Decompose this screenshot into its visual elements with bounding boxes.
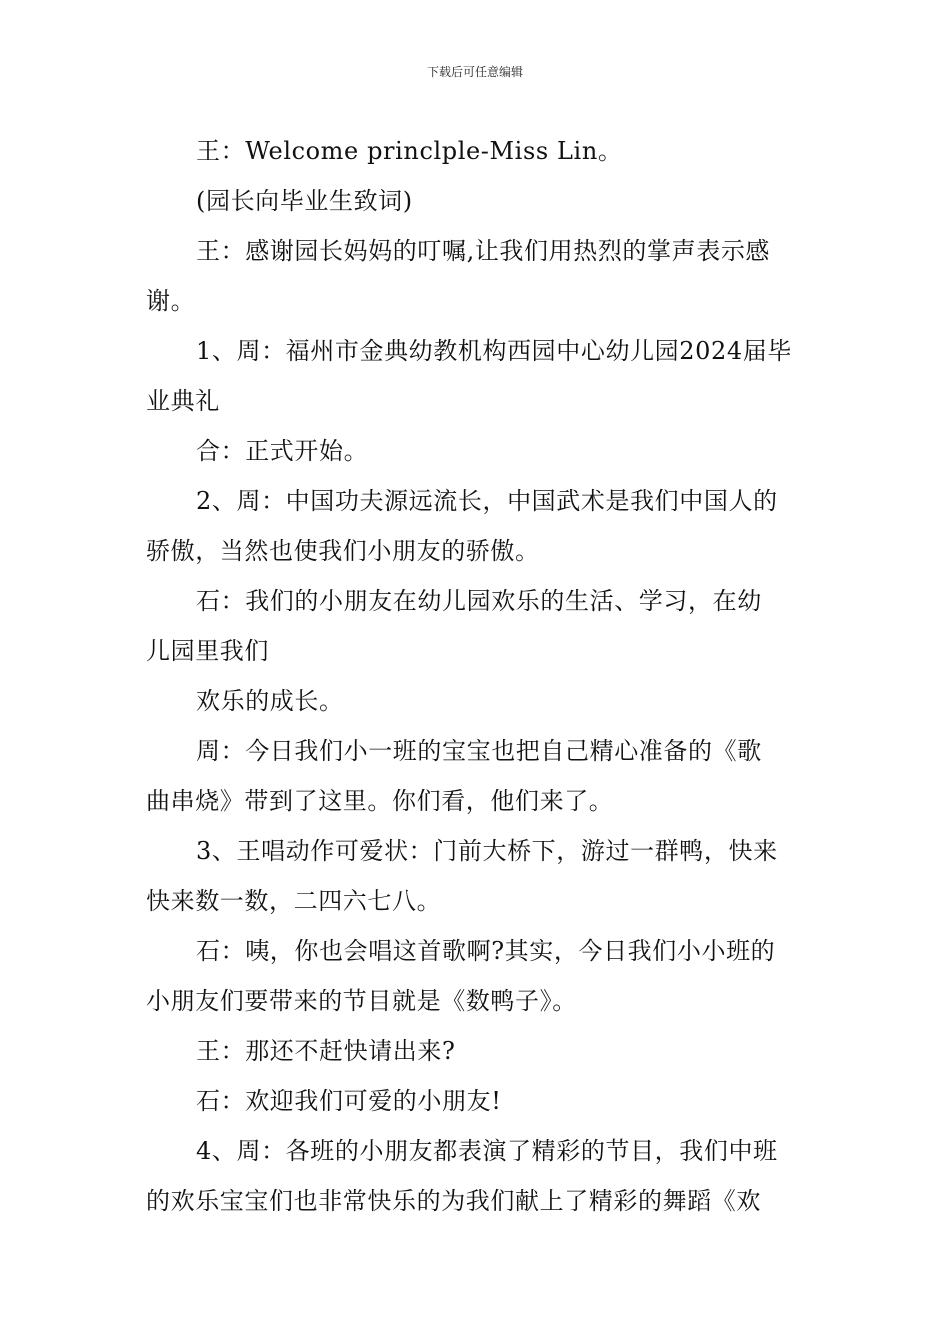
paragraph	[146, 826, 808, 926]
text-line: 谢。	[146, 287, 196, 315]
text-line: 业典礼	[146, 387, 220, 415]
text-line: (园长向毕业生致词)	[196, 187, 413, 215]
paragraph	[146, 1076, 808, 1126]
header-text: 下载后可任意编辑	[426, 65, 523, 79]
text-line: 合：正式开始。	[196, 437, 369, 465]
text-line: 石：欢迎我们可爱的小朋友!	[196, 1087, 502, 1115]
text-line: 4、周：各班的小朋友都表演了精彩的节目，我们中班	[196, 1137, 778, 1165]
text-line: 2、周：中国功夫源远流长，中国武术是我们中国人的	[196, 487, 778, 515]
paragraph	[146, 926, 808, 1026]
text-line: 的欢乐宝宝们也非常快乐的为我们献上了精彩的舞蹈《欢	[146, 1187, 761, 1215]
paragraph	[146, 676, 808, 726]
text-line: 周：今日我们小一班的宝宝也把自己精心准备的《歌	[196, 737, 762, 765]
paragraph	[146, 576, 808, 676]
text-line: 曲串烧》带到了这里。你们看，他们来了。	[146, 787, 614, 815]
paragraph	[146, 1126, 808, 1226]
text-line: 王：Welcome princlple-Miss Lin。	[196, 137, 623, 165]
page-header	[0, 64, 950, 80]
paragraph	[146, 476, 808, 576]
text-line: 石：我们的小朋友在幼儿园欢乐的生活、学习，在幼	[196, 587, 762, 615]
text-line: 3、王唱动作可爱状：门前大桥下，游过一群鸭，快来	[196, 837, 778, 865]
paragraph	[146, 226, 808, 326]
text-line: 小朋友们要带来的节目就是《数鸭子》。	[146, 987, 577, 1015]
text-line: 骄傲，当然也使我们小朋友的骄傲。	[146, 537, 540, 565]
paragraph	[146, 1026, 808, 1076]
paragraph	[146, 326, 808, 426]
text-line: 1、周：福州市金典幼教机构西园中心幼儿园2024届毕	[196, 337, 792, 365]
text-line: 王：感谢园长妈妈的叮嘱,让我们用热烈的掌声表示感	[196, 237, 771, 265]
text-line: 欢乐的成长。	[196, 687, 344, 715]
paragraph	[146, 726, 808, 826]
paragraph	[146, 426, 808, 476]
text-line: 王：那还不赶快请出来?	[196, 1037, 456, 1065]
document-body	[146, 126, 808, 1226]
text-line: 石：咦，你也会唱这首歌啊?其实，今日我们小小班的	[196, 937, 776, 965]
paragraph	[146, 126, 808, 176]
paragraph	[146, 176, 808, 226]
text-line: 快来数一数，二四六七八。	[146, 887, 442, 915]
text-line: 儿园里我们	[146, 637, 269, 665]
